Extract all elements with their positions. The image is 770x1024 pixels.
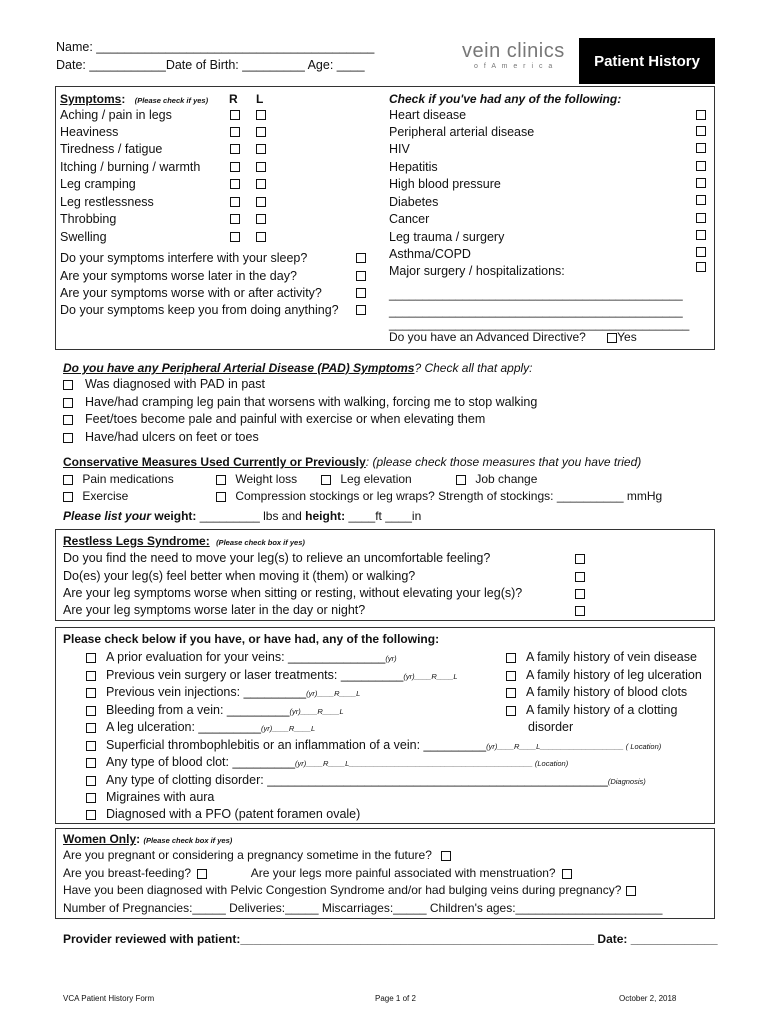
pregnancy-question-row — [63, 848, 451, 862]
history-label: Any type of clotting disorder: _________________________________________________ — [106, 773, 608, 787]
family-history-label: A family history of leg ulceration — [526, 668, 702, 682]
symptoms-colon: : — [121, 92, 126, 106]
history-option — [86, 807, 360, 821]
history-option — [86, 773, 646, 787]
symptom-row — [60, 177, 136, 191]
history-checkbox[interactable] — [86, 671, 96, 681]
conservative-heading-suffix: : (please check those measures that you have tried) — [365, 455, 642, 469]
condition-checkbox[interactable] — [696, 178, 706, 188]
weight-loss-label: Weight loss — [235, 472, 298, 486]
pad-option — [63, 395, 537, 409]
pad-label: Have/had ulcers on feet or toes — [85, 430, 259, 444]
symptom-row — [60, 230, 107, 244]
leg-elevation-option — [321, 472, 412, 486]
leg-elevation-label: Leg elevation — [340, 472, 412, 486]
symptom-question-row — [60, 269, 297, 283]
pelvic-congestion-checkbox[interactable] — [626, 886, 636, 896]
condition-checkbox[interactable] — [696, 230, 706, 240]
exercise-checkbox[interactable] — [63, 492, 73, 502]
symptom-label: Itching / burning / warmth — [60, 160, 201, 174]
condition-row — [389, 125, 534, 139]
weight-prefix: Please list your — [63, 509, 152, 523]
symptom-right-checkbox[interactable] — [230, 144, 240, 154]
condition-label: High blood pressure — [389, 177, 501, 191]
pain-medications-label: Pain medications — [82, 472, 174, 486]
symptom-label: Leg cramping — [60, 177, 136, 191]
history-checkbox[interactable] — [86, 706, 96, 716]
family-history-checkbox[interactable] — [506, 671, 516, 681]
date-dob-age-line[interactable]: Date: ___________Date of Birth: _________ Age: ____ — [56, 58, 365, 72]
symptom-row — [60, 212, 116, 226]
pad-heading-row — [63, 361, 533, 375]
condition-label: Hepatitis — [389, 160, 438, 174]
symptom-label: Leg restlessness — [60, 195, 154, 209]
condition-checkbox[interactable] — [696, 195, 706, 205]
surgery-blank-2[interactable]: ____________________________________________ — [389, 304, 683, 318]
symptom-question-row — [60, 303, 339, 317]
rls-checkbox[interactable] — [575, 606, 585, 616]
pad-option — [63, 412, 485, 426]
history-checkbox[interactable] — [86, 810, 96, 820]
family-history-option — [506, 720, 573, 734]
history-label: Bleeding from a vein: _________ — [106, 703, 290, 717]
menstruation-checkbox[interactable] — [562, 869, 572, 879]
condition-label: Leg trauma / surgery — [389, 230, 505, 244]
family-history-option — [506, 650, 697, 664]
symptom-question-checkbox[interactable] — [356, 288, 366, 298]
pelvic-congestion-question: Have you been diagnosed with Pelvic Congestion Syndrome and/or had bulging veins during pregnancy? — [63, 883, 622, 897]
history-suffix: (yr)____R____L — [306, 689, 361, 698]
history-checkbox[interactable] — [86, 793, 96, 803]
family-history-option — [506, 685, 687, 699]
rls-question: Do(es) your leg(s) feel better when moving it (them) or walking? — [63, 569, 416, 583]
symptom-label: Throbbing — [60, 212, 117, 226]
history-option — [86, 668, 458, 682]
advance-directive-row — [389, 330, 637, 344]
symptom-right-checkbox[interactable] — [230, 110, 240, 120]
page-title: Patient History — [579, 38, 715, 84]
compression-checkbox[interactable] — [216, 492, 226, 502]
pregnancy-question: Are you pregnant or considering a pregnancy sometime in the future? — [63, 848, 432, 862]
history-checkbox[interactable] — [86, 758, 96, 768]
history-suffix: (yr) — [385, 654, 397, 663]
symptom-left-checkbox[interactable] — [256, 144, 266, 154]
history-checkbox[interactable] — [86, 723, 96, 733]
condition-row — [389, 177, 501, 191]
condition-row — [389, 195, 438, 209]
family-history-option — [506, 703, 677, 717]
history-label: Previous vein surgery or laser treatments: _________ — [106, 668, 404, 682]
family-history-label: A family history of blood clots — [526, 685, 688, 699]
condition-label: Peripheral arterial disease — [389, 125, 535, 139]
history-suffix: (yr)____R____L — [261, 724, 316, 733]
condition-row — [389, 212, 429, 226]
symptom-question-checkbox[interactable] — [356, 253, 366, 263]
pad-heading: Do you have any Peripheral Arterial Disease (PAD) Symptoms — [63, 361, 415, 375]
condition-row — [389, 264, 565, 278]
col-r-label: R — [229, 92, 238, 106]
women-colon: : — [136, 832, 141, 846]
logo-text: vein clinics — [462, 40, 565, 62]
family-history-checkbox[interactable] — [506, 688, 516, 698]
pregnancy-checkbox[interactable] — [441, 851, 451, 861]
condition-row — [389, 108, 466, 122]
women-heading: Women Only — [63, 832, 137, 846]
logo-subtext: o f A m e r i c a — [474, 63, 555, 70]
breastfeeding-row — [63, 866, 572, 880]
pelvic-congestion-row — [63, 883, 636, 897]
col-l-label: L — [256, 92, 264, 106]
surgery-blank-1[interactable]: ____________________________________________ — [389, 287, 683, 301]
history-label: Previous vein injections: _________ — [106, 685, 307, 699]
history-heading: Please check below if you have, or have had, any of the following: — [63, 632, 440, 646]
family-history-label: disorder — [528, 720, 574, 734]
symptom-left-checkbox[interactable] — [256, 127, 266, 137]
symptoms-heading-row — [60, 92, 208, 106]
symptom-question-row — [60, 286, 322, 300]
condition-checkbox[interactable] — [696, 247, 706, 257]
symptom-row — [60, 195, 154, 209]
condition-checkbox[interactable] — [696, 213, 706, 223]
symptom-left-checkbox[interactable] — [256, 214, 266, 224]
symptom-question-checkbox[interactable] — [356, 271, 366, 281]
rls-question: Are your leg symptoms worse later in the day or night? — [63, 603, 366, 617]
family-history-checkbox[interactable] — [506, 653, 516, 663]
condition-row — [389, 247, 471, 261]
surgery-blank-3[interactable]: _____________________________________________ — [389, 317, 690, 331]
rls-question-row — [63, 603, 365, 617]
condition-checkbox[interactable] — [696, 143, 706, 153]
symptom-question: Do your symptoms interfere with your sleep? — [60, 251, 308, 265]
job-change-checkbox[interactable] — [456, 475, 466, 485]
condition-label: Asthma/COPD — [389, 247, 471, 261]
history-suffix: (Diagnosis) — [607, 777, 646, 786]
symptom-label: Aching / pain in legs — [60, 108, 172, 122]
history-suffix: (yr)____R____L — [289, 707, 344, 716]
condition-label: HIV — [389, 142, 410, 156]
condition-label: Major surgery / hospitalizations: — [389, 264, 565, 278]
breastfeeding-question: Are you breast-feeding? — [63, 866, 192, 880]
women-note: (Please check box if yes) — [143, 836, 233, 845]
history-checkbox[interactable] — [86, 776, 96, 786]
pregnancies-count-row[interactable]: Number of Pregnancies:_____ Deliveries:_____ Miscarriages:_____ Children's ages:______________________ — [63, 901, 663, 915]
history-suffix: (yr)____R____L____________________ ( Location) — [486, 742, 662, 751]
rls-heading-row — [63, 534, 305, 548]
footer-page-number: Page 1 of 2 — [375, 994, 416, 1003]
conservative-heading: Conservative Measures Used Currently or Previously — [63, 455, 366, 469]
symptom-question-checkbox[interactable] — [356, 305, 366, 315]
height-blank[interactable]: ____ft ____in — [348, 509, 422, 523]
pad-label: Have/had cramping leg pain that worsens with walking, forcing me to stop walking — [85, 395, 538, 409]
history-option — [86, 685, 360, 699]
family-history-checkbox[interactable] — [506, 706, 516, 716]
conservative-row-1 — [63, 472, 174, 486]
symptom-question-row — [60, 251, 307, 265]
history-checkbox[interactable] — [86, 741, 96, 751]
pad-checkbox[interactable] — [63, 398, 73, 408]
symptom-row — [60, 142, 162, 156]
conditions-heading: Check if you've had any of the following: — [389, 92, 622, 106]
symptom-left-checkbox[interactable] — [256, 197, 266, 207]
history-option — [86, 790, 214, 804]
symptom-right-checkbox[interactable] — [230, 162, 240, 172]
vein-clinics-logo — [462, 40, 574, 78]
job-change-option — [456, 472, 537, 486]
symptom-label: Tiredness / fatigue — [60, 142, 163, 156]
leg-elevation-checkbox[interactable] — [321, 475, 331, 485]
rls-checkbox[interactable] — [575, 554, 585, 564]
history-option — [86, 703, 344, 717]
condition-checkbox[interactable] — [696, 262, 706, 272]
history-label: Migraines with aura — [106, 790, 215, 804]
pain-medications-checkbox[interactable] — [63, 475, 73, 485]
weight-height-row — [63, 509, 421, 523]
symptom-row — [60, 125, 118, 139]
footer-date: October 2, 2018 — [619, 994, 677, 1003]
rls-note: (Please check box if yes) — [216, 538, 305, 547]
family-history-label: A family history of a clotting — [526, 703, 678, 717]
exercise-label: Exercise — [82, 489, 129, 503]
symptom-left-checkbox[interactable] — [256, 179, 266, 189]
history-label: Any type of blood clot: _________ — [106, 755, 296, 769]
name-field-line[interactable]: Name: ________________________________________ — [56, 40, 375, 54]
pad-checkbox[interactable] — [63, 433, 73, 443]
pad-label: Was diagnosed with PAD in past — [85, 377, 265, 391]
history-label: A prior evaluation for your veins: ______________ — [106, 650, 386, 664]
history-option — [86, 720, 315, 734]
pad-checkbox[interactable] — [63, 380, 73, 390]
compression-option — [216, 489, 662, 503]
symptom-row — [60, 160, 200, 174]
height-label: height: — [305, 509, 346, 523]
breastfeeding-checkbox[interactable] — [197, 869, 207, 879]
pad-heading-suffix: ? Check all that apply: — [414, 361, 533, 375]
pad-option — [63, 377, 265, 391]
symptom-right-checkbox[interactable] — [230, 197, 240, 207]
condition-row — [389, 142, 410, 156]
history-label: A leg ulceration: _________ — [106, 720, 261, 734]
weight-loss-option — [216, 472, 297, 486]
rls-checkbox[interactable] — [575, 572, 585, 582]
rls-question-row — [63, 586, 522, 600]
condition-row — [389, 230, 504, 244]
symptom-question: Do your symptoms keep you from doing anything? — [60, 303, 339, 317]
rls-question-row — [63, 569, 415, 583]
pad-label: Feet/toes become pale and painful with exercise or when elevating them — [85, 412, 486, 426]
history-label: Superficial thrombophlebitis or an inflammation of a vein: _________ — [106, 738, 487, 752]
weight-label: weight: — [154, 509, 197, 523]
symptom-right-checkbox[interactable] — [230, 214, 240, 224]
rls-checkbox[interactable] — [575, 589, 585, 599]
history-suffix: (yr)____R____L — [403, 672, 458, 681]
symptoms-note: (Please check if yes) — [134, 96, 209, 105]
symptoms-heading: Symptoms — [60, 92, 122, 106]
weight-loss-checkbox[interactable] — [216, 475, 226, 485]
condition-row — [389, 160, 438, 174]
condition-label: Heart disease — [389, 108, 467, 122]
condition-checkbox[interactable] — [696, 126, 706, 136]
rls-heading: Restless Legs Syndrome: — [63, 534, 210, 548]
symptom-left-checkbox[interactable] — [256, 110, 266, 120]
conservative-heading-row — [63, 455, 641, 469]
symptom-question: Are your symptoms worse later in the day? — [60, 269, 297, 283]
provider-review-line[interactable]: Provider reviewed with patient:_____________________________________________________ Date: _____________ — [63, 932, 718, 946]
history-option — [86, 738, 661, 752]
family-history-label: A family history of vein disease — [526, 650, 697, 664]
condition-label: Cancer — [389, 212, 430, 226]
job-change-label: Job change — [475, 472, 538, 486]
condition-label: Diabetes — [389, 195, 439, 209]
advance-directive-question: Do you have an Advanced Directive? — [389, 330, 586, 344]
advance-directive-yes: Yes — [617, 330, 637, 344]
symptom-question: Are your symptoms worse with or after activity? — [60, 286, 322, 300]
symptom-right-checkbox[interactable] — [230, 232, 240, 242]
history-option — [86, 755, 568, 769]
rls-question-row — [63, 551, 490, 565]
exercise-option — [63, 489, 128, 503]
women-heading-row — [63, 832, 232, 846]
pad-checkbox[interactable] — [63, 415, 73, 425]
weight-blank[interactable]: _________ lbs and — [199, 509, 302, 523]
family-history-option — [506, 668, 702, 682]
advance-directive-checkbox[interactable] — [607, 333, 617, 343]
symptom-right-checkbox[interactable] — [230, 127, 240, 137]
history-option — [86, 650, 397, 664]
history-checkbox[interactable] — [86, 653, 96, 663]
compression-label: Compression stockings or leg wraps? Strength of stockings: __________ mmHg — [235, 489, 663, 503]
condition-checkbox[interactable] — [696, 161, 706, 171]
history-label: Diagnosed with a PFO (patent foramen ovale) — [106, 807, 361, 821]
menstruation-question: Are your legs more painful associated with menstruation? — [250, 866, 556, 880]
symptom-row — [60, 108, 172, 122]
history-checkbox[interactable] — [86, 688, 96, 698]
symptom-label: Swelling — [60, 230, 107, 244]
pad-option — [63, 430, 259, 444]
symptom-left-checkbox[interactable] — [256, 232, 266, 242]
symptom-right-checkbox[interactable] — [230, 179, 240, 189]
rls-question: Do you find the need to move your leg(s) to relieve an uncomfortable feeling? — [63, 551, 491, 565]
history-suffix: (yr)____R____L____________________________________________ (Location) — [295, 759, 569, 768]
symptom-label: Heaviness — [60, 125, 119, 139]
symptom-left-checkbox[interactable] — [256, 162, 266, 172]
footer-form-name: VCA Patient History Form — [63, 994, 155, 1003]
condition-checkbox[interactable] — [696, 110, 706, 120]
rls-question: Are your leg symptoms worse when sitting or resting, without elevating your leg(s)? — [63, 586, 523, 600]
